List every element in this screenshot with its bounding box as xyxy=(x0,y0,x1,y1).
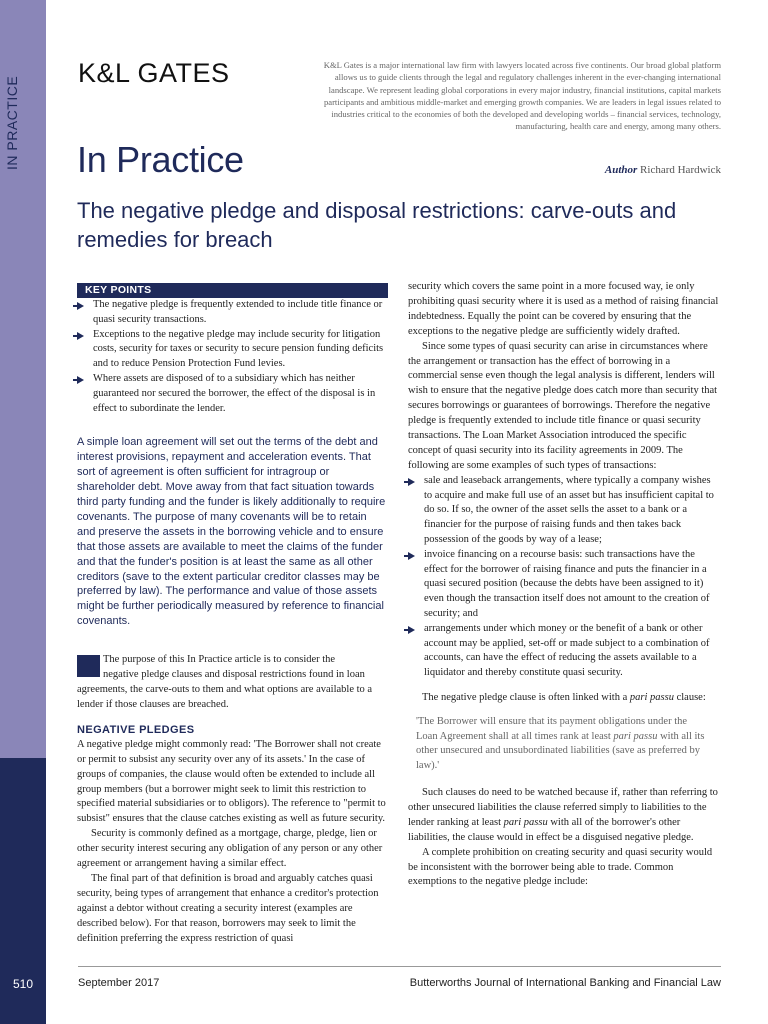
body-paragraph: A complete prohibition on creating security and quasi security would be inconsistent with the borrower being able to trade. Common exemptions to the negative pledge include: xyxy=(408,846,713,888)
intro-paragraph: A simple loan agreement will set out the terms of the debt and interest provisions, repayment and acceleration events. That sort of agreement is often sufficient for intragroup or shareholder debt. Move away from that fact situation towards third party funding and the funder is likely additionally to require covenants. The purpose of many covenants will be to retain and preserve the assets in the borrowing vehicle and to ensure that those assets are available to meet the claims of the funder and that the funder's position is at least the same as all other creditors (save to the extent particular creditor classes may be preferred by law). The performance and value of those assets might be further periodically measured by reference to financial covenants. xyxy=(77,436,386,628)
sidebar-section-label: IN PRACTICE xyxy=(4,75,20,170)
footer-date: September 2017 xyxy=(78,977,160,989)
right-column xyxy=(408,280,720,890)
arrow-bullet-icon xyxy=(77,376,84,384)
key-points-list xyxy=(77,298,388,416)
footer-journal-name: Butterworths Journal of International Banking and Financial Law xyxy=(409,977,721,989)
body-paragraph: Since some types of quasi security can arise in circumstances where the arrangement or transaction has the effect of borrowing in a commercial sense even though the legal analysis is different, lenders will wish to ensure that the negative pledge does catch more than security that secures borrowings or guarantees of borrowings. Therefore the negative pledge is frequently extended to include title finance or quasi security transactions. The Loan Market Association introduced the specific concept of quasi security into its facility agreements in 2009. The following are some examples of such types of transactions: xyxy=(408,340,718,471)
footer-divider xyxy=(78,966,721,967)
arrow-bullet-icon xyxy=(408,478,415,486)
key-point-item: Where assets are disposed of to a subsidiary which has neither guaranteed nor secured the borrower, the effect of the disposal is in effect to subordinate the lender. xyxy=(77,372,388,416)
body-paragraph: Security is commonly defined as a mortgage, charge, pledge, lien or other security interest securing any obligation of any person or any other agreement or arrangement having a similar effect. xyxy=(77,828,383,870)
list-item: sale and leaseback arrangements, where typically a company wishes to acquire and make full use of an asset but has insufficient capital to do so. If so, the owner of the asset sells the asset to a bank or a financier for the purpose of raising funds and then takes back possession of the goods by way of a lease; xyxy=(408,474,720,548)
list-item: arrangements under which money or the benefit of a bank or other account may be applied, set-off or made subject to a combination of accounts, can have the effect of reducing the assets available to a liquidator and thereby constitute quasi security. xyxy=(408,622,720,681)
firm-logo: K&L GATES xyxy=(78,58,230,88)
arrow-bullet-icon xyxy=(77,302,84,310)
arrow-bullet-icon xyxy=(408,552,415,560)
key-point-item: The negative pledge is frequently extended to include title finance or quasi security transactions. xyxy=(77,298,388,328)
author-name: Richard Hardwick xyxy=(640,164,721,176)
body-paragraph: A negative pledge might commonly read: 'The Borrower shall not create or permit to subsist any security over any of its assets.' In the case of groups of companies, the clause would often be extended to include all group members (but a borrower might seek to limit this restriction to specified material subsidiaries or to obligors). The reference to "permit to subsist" ensures that the clause catches existing as well as future security. xyxy=(77,738,386,825)
pari-passu-intro: The negative pledge clause is often linked with a pari passu clause: xyxy=(422,691,706,703)
list-item: invoice financing on a recourse basis: such transactions have the effect for the borrower of raising finance and puts the financier in a quasi secured position (because the debts have been assigned to it) even though the transaction itself does not amount to the creation of security; and xyxy=(408,548,720,622)
section-title: In Practice xyxy=(77,139,244,180)
purpose-paragraph: The purpose of this In Practice article is to consider the negative pledge clauses and disposal restrictions found in loan agreements, the carve-outs to them and what options are available to a lender if those clauses are breached. xyxy=(77,654,373,710)
left-column xyxy=(77,283,388,946)
body-paragraph: security which covers the same point in a more focused way, ie only prohibiting quasi security where it is used as a method of raising financial indebtedness. Equally the point can be covered by ensuring that the exceptions to the negative pledge are sufficiently widely drafted. xyxy=(408,281,719,337)
article-title: The negative pledge and disposal restrictions: carve-outs and remedies for breach xyxy=(77,198,677,252)
page-number: 510 xyxy=(12,977,34,991)
pari-passu-quote: 'The Borrower will ensure that its payment obligations under the Loan Agreement shall at all times rank at least pari passu with all its other unsecured and unsubordinated liabilities (save as preferred by law).' xyxy=(416,715,705,772)
firm-description: K&L Gates is a major international law firm with lawyers located across five continents. Our broad global platform allows us to guide clients through the legal and regulatory challenges inherent in the ever-changing international landscape. We represent leading global corporations in every major industry, financial institutions, capital markets participants and ambitious middle-market and emerging growth companies. We are leaders in legal issues related to industries critical to the economies of both the developed and developing worlds – financial services, technology, manufacturing, health care and energy, among many others. xyxy=(323,60,721,132)
body-paragraph: Such clauses do need to be watched because if, rather than referring to other unsecured liabilities the clause referred simply to liabilities to the lender ranking at least pari passu with all of the borrower's other liabilities, the clause would in effect be a disguised negative pledge. xyxy=(408,787,718,843)
key-points-heading: KEY POINTS xyxy=(77,283,388,298)
body-paragraph: The final part of that definition is broad and arguably catches quasi security, being types of arrangement that enhance a creditor's protection against a debtor without creating a security interest (examples are described below). For that reason, borrowers may seek to limit the definition preferring the express restriction of quasi xyxy=(77,872,379,944)
negative-pledges-heading: NEGATIVE PLEDGES xyxy=(77,723,195,736)
quasi-security-examples xyxy=(408,474,720,681)
arrow-bullet-icon xyxy=(408,626,415,634)
author-line xyxy=(605,164,721,176)
author-label: Author xyxy=(604,164,638,176)
key-point-item: Exceptions to the negative pledge may include security for litigation costs, security for taxes or security to secure pension funding deficits and to reduce Pension Protection Fund levies. xyxy=(77,328,388,372)
drop-cap-block xyxy=(77,655,100,677)
arrow-bullet-icon xyxy=(77,332,84,340)
